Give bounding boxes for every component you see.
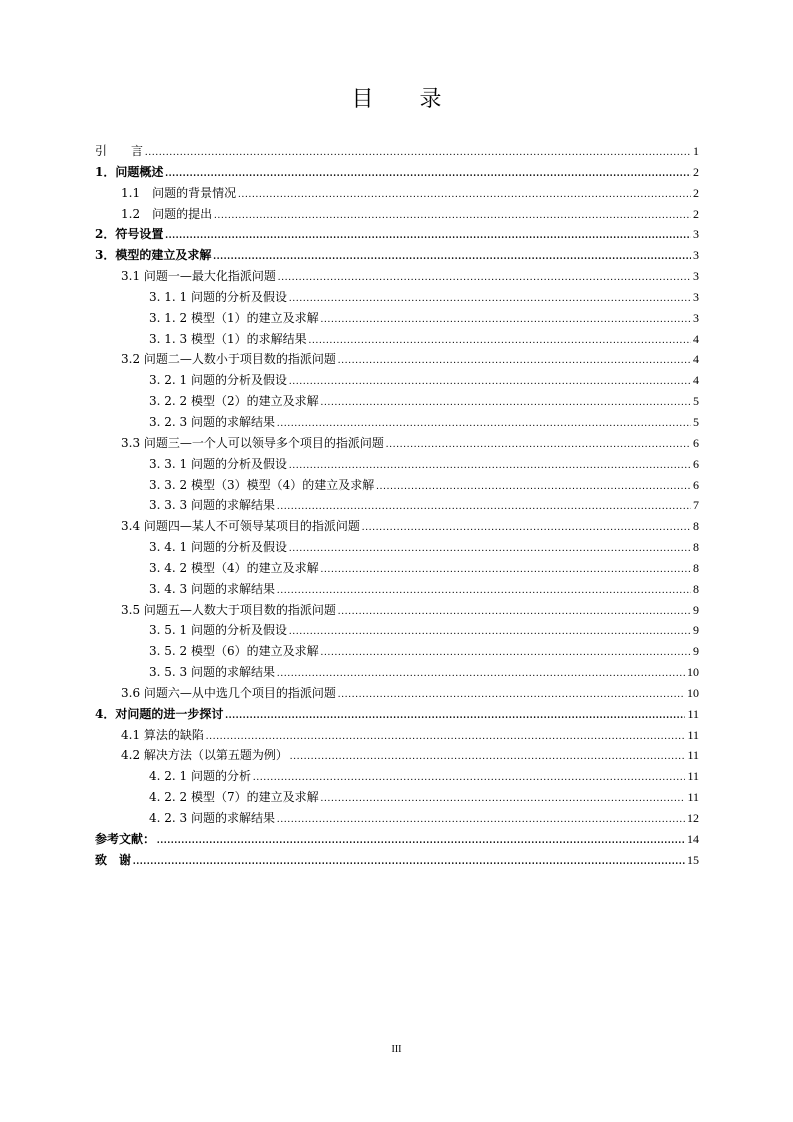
toc-entry-page: 8 [693, 540, 699, 555]
toc-entry-label: 3.1 问题一—最大化指派问题 [121, 269, 276, 284]
toc-dot-leader [309, 331, 691, 352]
toc-entry[interactable] [95, 454, 699, 475]
toc-dot-leader [338, 351, 691, 372]
toc-entry-page: 11 [687, 706, 699, 721]
toc-entry-page: 3 [693, 227, 699, 242]
page-title [0, 82, 793, 113]
toc-entry-label: 3.5 问题五—人数大于项目数的指派问题 [121, 602, 336, 617]
toc-entry-label: 3. 5. 2 模型（6）的建立及求解 [149, 644, 319, 659]
toc-entry[interactable] [95, 662, 699, 683]
toc-entry-page: 11 [687, 790, 699, 805]
toc-entry-page: 6 [693, 435, 699, 450]
toc-dot-leader [290, 747, 686, 768]
toc-entry-label: 3.4 问题四—某人不可领导某项目的指派问题 [121, 519, 360, 534]
toc-entry[interactable] [95, 516, 699, 537]
toc-entry-page: 9 [693, 644, 699, 659]
toc-entry[interactable] [95, 224, 699, 245]
toc-entry-page: 2 [693, 164, 699, 179]
toc-dot-leader [277, 664, 685, 685]
toc-entry[interactable] [95, 704, 699, 725]
toc-dot-leader [321, 310, 691, 331]
toc-entry[interactable] [95, 745, 699, 766]
toc-entry-label: 4. 2. 1 问题的分析 [149, 769, 251, 784]
toc-dot-leader [338, 602, 691, 623]
toc-entry-page: 11 [687, 769, 699, 784]
toc-entry-page: 3 [693, 310, 699, 325]
toc-entry-label: 3.2 问题二—人数小于项目数的指派问题 [121, 352, 336, 367]
toc-entry-label: 3. 4. 1 问题的分析及假设 [149, 540, 287, 555]
toc-dot-leader [321, 789, 686, 810]
toc-entry-label: 3.6 问题六—从中选几个项目的指派问题 [121, 685, 336, 700]
toc-entry-label: 3. 4. 2 模型（4）的建立及求解 [149, 560, 319, 575]
toc-entry-label: 3. 4. 3 问题的求解结果 [149, 581, 275, 596]
toc-dot-leader [157, 831, 685, 852]
toc-entry-label: 3. 3. 3 问题的求解结果 [149, 498, 275, 513]
toc-entry-page: 2 [693, 206, 699, 221]
toc-dot-leader [289, 372, 691, 393]
toc-dot-leader [289, 539, 691, 560]
toc-entry-page: 8 [693, 560, 699, 575]
toc-entry[interactable] [95, 433, 699, 454]
toc-dot-leader [321, 393, 691, 414]
toc-entry-page: 2 [693, 185, 699, 200]
toc-entry-label: 3. 5. 3 问题的求解结果 [149, 665, 275, 680]
toc-entry-label: 4. 2. 3 问题的求解结果 [149, 811, 275, 825]
toc-entry-label: 3. 2. 2 模型（2）的建立及求解 [149, 394, 319, 409]
toc-entry[interactable] [95, 329, 699, 350]
toc-dot-leader [214, 206, 691, 227]
toc-entry[interactable] [95, 641, 699, 662]
toc-entry[interactable] [95, 850, 699, 871]
toc-entry-label: 4. 2. 2 模型（7）的建立及求解 [149, 790, 319, 805]
toc-entry[interactable] [95, 391, 699, 412]
toc-entry[interactable] [95, 141, 699, 162]
toc-entry-page: 8 [693, 581, 699, 596]
toc-entry-label: 3. 1. 2 模型（1）的建立及求解 [149, 310, 319, 325]
toc-entry-label: 引 言 [95, 144, 144, 158]
toc-entry-page: 9 [693, 623, 699, 638]
toc-dot-leader [133, 852, 685, 873]
toc-entry-page: 5 [693, 394, 699, 409]
toc-entry-label: 3. 3. 1 问题的分析及假设 [149, 456, 287, 471]
table-of-contents [95, 141, 699, 871]
toc-dot-leader [206, 727, 686, 748]
toc-dot-leader [277, 581, 691, 602]
toc-dot-leader [338, 685, 685, 706]
toc-dot-leader [277, 497, 691, 518]
toc-entry-page: 3 [693, 248, 699, 263]
toc-entry-page: 11 [687, 727, 699, 742]
toc-dot-leader [277, 810, 685, 831]
toc-entry-page: 11 [687, 748, 699, 763]
toc-entry-page: 4 [693, 331, 699, 346]
toc-entry[interactable] [95, 766, 699, 787]
toc-entry-label: 3. 5. 1 问题的分析及假设 [149, 623, 287, 638]
toc-entry-label: 1.1 问题的背景情况 [121, 185, 237, 200]
toc-entry-page: 6 [693, 477, 699, 492]
toc-entry-page: 10 [687, 665, 699, 680]
toc-entry[interactable] [95, 537, 699, 558]
toc-dot-leader [376, 477, 691, 498]
toc-entry[interactable] [95, 370, 699, 391]
toc-dot-leader [213, 247, 691, 268]
toc-entry-page: 10 [687, 685, 699, 700]
toc-entry-page: 9 [693, 602, 699, 617]
toc-entry[interactable] [95, 579, 699, 600]
toc-entry[interactable] [95, 308, 699, 329]
toc-dot-leader [225, 706, 685, 727]
toc-entry-label: 3. 3. 2 模型（3）模型（4）的建立及求解 [149, 477, 375, 492]
toc-entry[interactable] [95, 183, 699, 204]
toc-dot-leader [253, 768, 685, 789]
toc-dot-leader [278, 268, 691, 289]
toc-entry-label: 3. 1. 3 模型（1）的求解结果 [149, 331, 307, 346]
toc-entry-label: 参考文献： [95, 831, 156, 846]
toc-dot-leader [321, 643, 691, 664]
toc-entry-page: 12 [687, 811, 699, 825]
toc-entry-page: 7 [693, 498, 699, 513]
toc-entry-label: 致 谢 [95, 852, 132, 867]
toc-entry[interactable] [95, 412, 699, 433]
toc-entry[interactable] [95, 245, 699, 266]
toc-entry-page: 14 [687, 831, 699, 846]
toc-entry-label: 4.1 算法的缺陷 [121, 727, 204, 742]
toc-entry-page: 1 [693, 144, 699, 158]
toc-entry-page: 3 [693, 289, 699, 304]
toc-entry[interactable] [95, 829, 699, 850]
toc-entry-page: 15 [687, 852, 699, 867]
toc-entry-page: 3 [693, 269, 699, 284]
toc-entry[interactable] [95, 287, 699, 308]
toc-entry[interactable] [95, 349, 699, 370]
toc-entry-label: 3．模型的建立及求解 [95, 248, 212, 263]
toc-entry[interactable] [95, 787, 699, 808]
toc-dot-leader [277, 414, 691, 435]
toc-entry-page: 4 [693, 352, 699, 367]
toc-dot-leader [362, 518, 691, 539]
toc-entry-label: 1．问题概述 [95, 164, 164, 179]
toc-entry-label: 4.2 解决方法（以第五题为例） [121, 748, 288, 763]
toc-entry-label: 3. 1. 1 问题的分析及假设 [149, 289, 287, 304]
toc-entry-label: 3.3 问题三—一个人可以领导多个项目的指派问题 [121, 435, 384, 450]
toc-entry-label: 4．对问题的进一步探讨 [95, 706, 224, 721]
toc-dot-leader [145, 143, 691, 164]
toc-entry[interactable] [95, 683, 699, 704]
toc-entry[interactable] [95, 495, 699, 516]
toc-entry-page: 8 [693, 519, 699, 534]
toc-dot-leader [289, 456, 691, 477]
toc-entry-label: 3. 2. 3 问题的求解结果 [149, 414, 275, 429]
footer-page-number: III [391, 1044, 402, 1055]
toc-entry[interactable] [95, 475, 699, 496]
toc-dot-leader [289, 289, 691, 310]
toc-dot-leader [165, 164, 691, 185]
toc-dot-leader [289, 622, 691, 643]
toc-entry[interactable] [95, 558, 699, 579]
toc-entry[interactable] [95, 600, 699, 621]
toc-entry-label: 2．符号设置 [95, 227, 164, 242]
toc-entry[interactable] [95, 725, 699, 746]
toc-dot-leader [238, 185, 691, 206]
toc-dot-leader [165, 226, 691, 247]
toc-dot-leader [321, 560, 691, 581]
toc-entry-label: 1.2 问题的提出 [121, 206, 213, 221]
toc-entry[interactable] [95, 620, 699, 641]
toc-entry[interactable] [95, 162, 699, 183]
title-char-1: 目 [351, 87, 374, 112]
toc-dot-leader [386, 435, 691, 456]
toc-entry[interactable] [95, 266, 699, 287]
toc-entry[interactable] [95, 204, 699, 225]
toc-entry-page: 6 [693, 456, 699, 471]
toc-entry-page: 4 [693, 373, 699, 388]
title-char-2: 录 [419, 87, 442, 112]
toc-entry[interactable] [95, 808, 699, 829]
toc-entry-label: 3. 2. 1 问题的分析及假设 [149, 373, 287, 388]
toc-entry-page: 5 [693, 414, 699, 429]
